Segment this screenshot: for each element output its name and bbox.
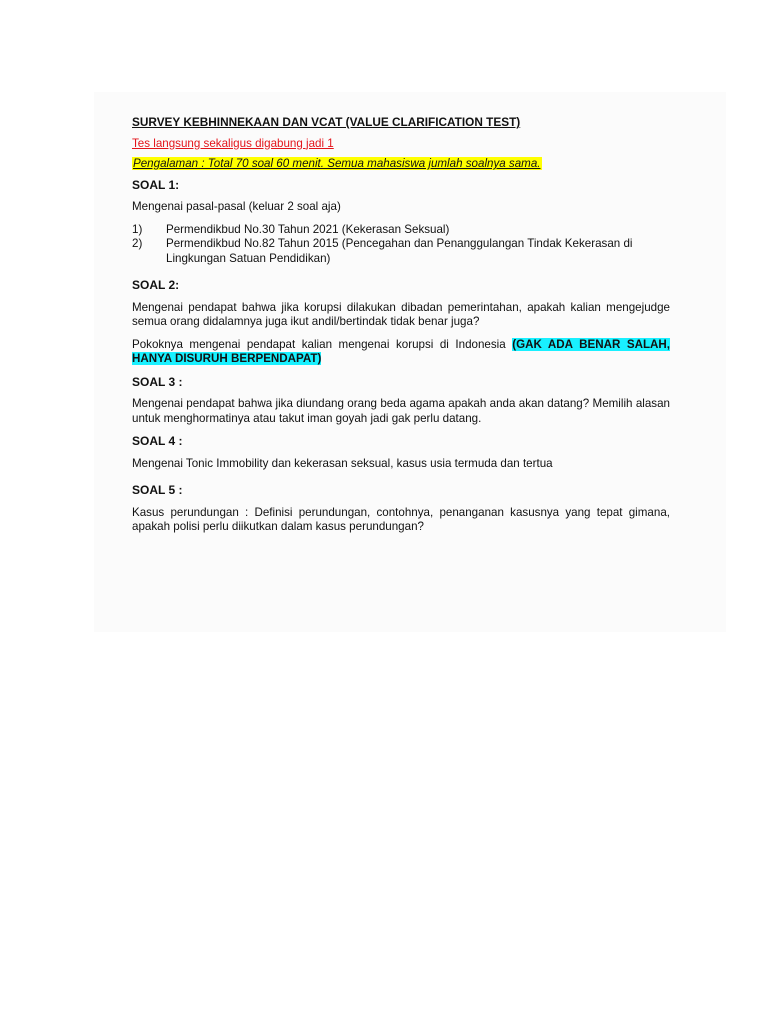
document-content — [132, 115, 670, 543]
document-title: SURVEY KEBHINNEKAAN DAN VCAT (VALUE CLARIFICATION TEST) — [132, 115, 521, 129]
list-item-number: 2) — [132, 237, 143, 250]
soal2-paragraph-2-text: Pokoknya mengenai pendapat kalian mengenai korupsi di Indonesia — [132, 337, 513, 351]
soal4-paragraph: Mengenai Tonic Immobility dan kekerasan seksual, kasus usia termuda dan tertua — [132, 456, 553, 470]
list-item-number: 1) — [132, 222, 143, 236]
soal1-list — [132, 223, 670, 267]
soal3-heading: SOAL 3 : — [132, 374, 183, 389]
soal2-heading: SOAL 2: — [132, 278, 180, 292]
soal2-highlight: (GAK ADA BENAR SALAH, HANYA DISURUH BERPENDAPAT) — [132, 337, 671, 365]
soal2-paragraph-2 — [132, 338, 670, 367]
soal4-heading: SOAL 4 : — [132, 434, 183, 448]
yellow-note: Pengalaman : Total 70 soal 60 menit. Semua mahasiswa jumlah soalnya sama. — [133, 157, 541, 170]
list-item-text: Permendikbud No.30 Tahun 2021 (Kekerasan Seksual) — [166, 222, 450, 236]
soal5-heading: SOAL 5 : — [132, 483, 183, 497]
list-item — [132, 237, 670, 266]
list-item — [132, 223, 670, 238]
soal3-paragraph: Mengenai pendapat bahwa jika diundang orang beda agama apakah anda akan datang? Memilih alasan untuk menghormatinya atau takut iman goyah jadi gak perlu datang. — [132, 397, 670, 425]
soal5-paragraph: Kasus perundungan : Definisi perundungan, contohnya, penanganan kasusnya yang tepat gimana, apakah polisi perlu diikutkan dalam kasus perundungan? — [132, 505, 670, 533]
yellow-note-line — [132, 157, 670, 172]
soal1-heading: SOAL 1: — [132, 177, 180, 192]
soal2-paragraph-1: Mengenai pendapat bahwa jika korupsi dilakukan dibadan pemerintahan, apakah kalian mengejudge semua orang didalamnya juga ikut andil/bertindak tidak benar juga? — [132, 300, 670, 328]
red-note: Tes langsung sekaligus digabung jadi 1 — [132, 136, 334, 150]
list-item-text: Permendikbud No.82 Tahun 2015 (Pencegahan dan Penanggulangan Tindak Kekerasan di Lingkungan Satuan Pendidikan) — [166, 237, 633, 265]
soal1-intro: Mengenai pasal-pasal (keluar 2 soal aja) — [132, 200, 341, 213]
